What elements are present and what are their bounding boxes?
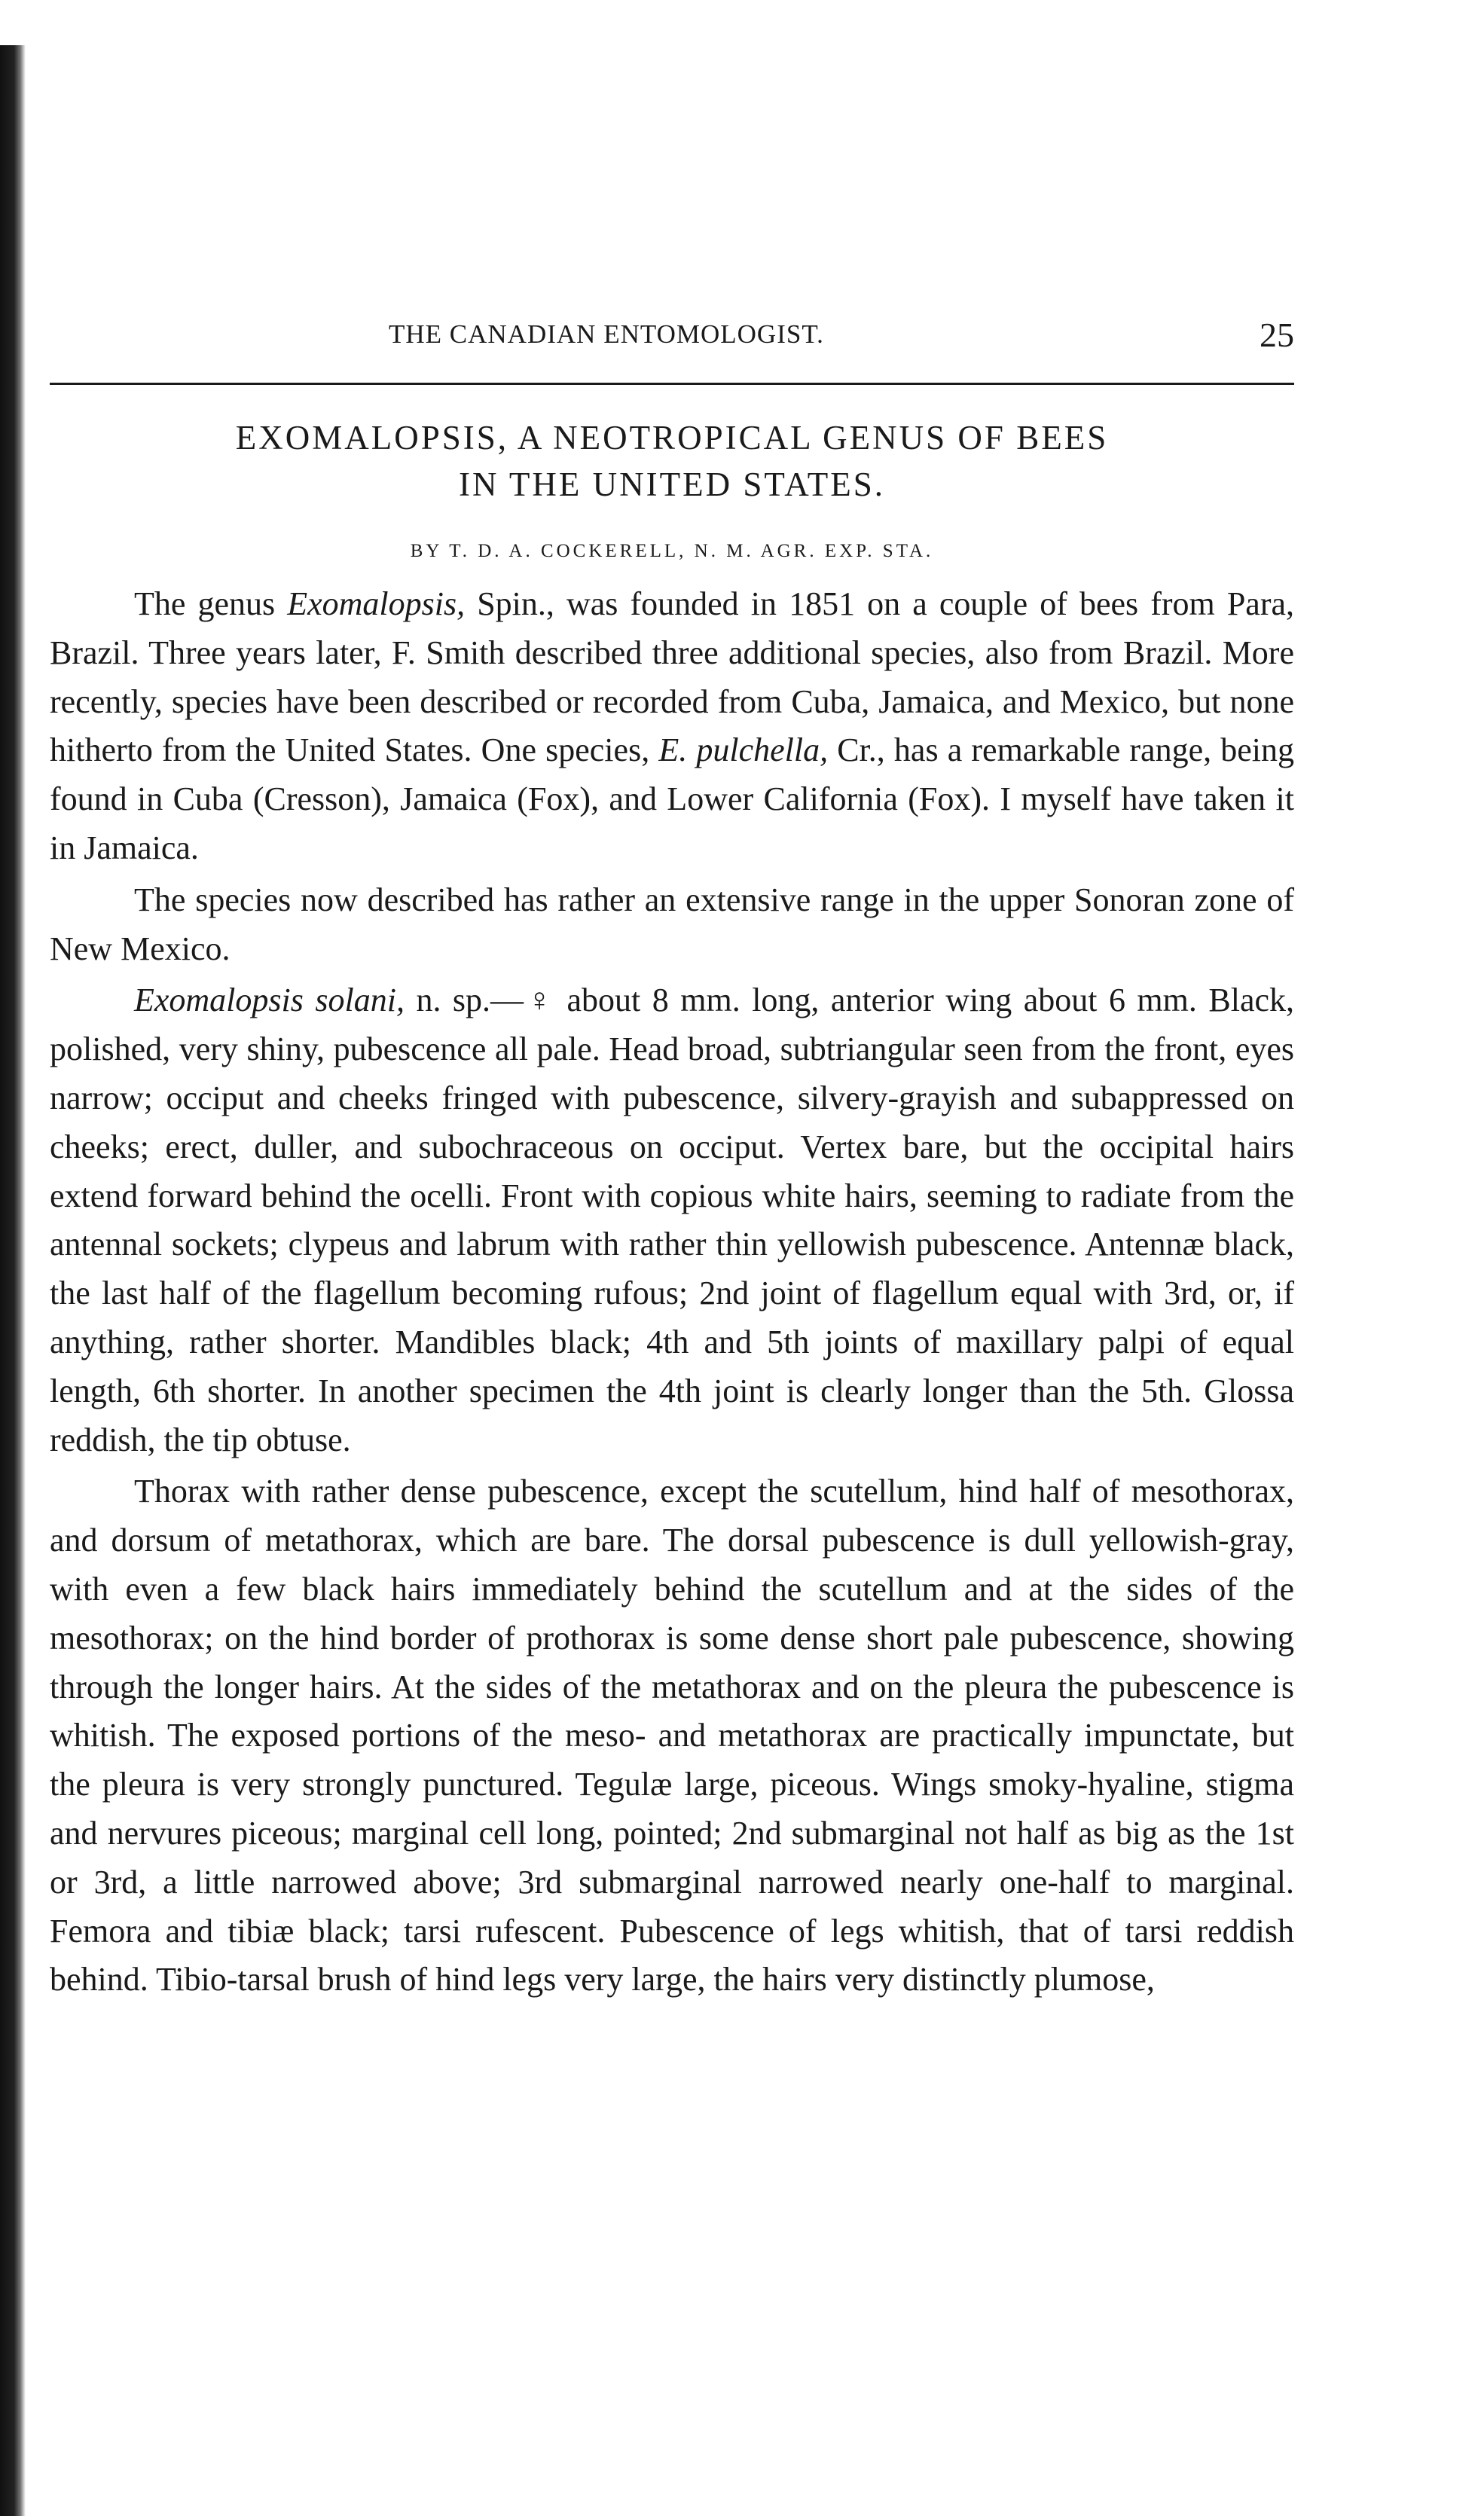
paragraph-species-description: Exomalopsis solani, n. sp.—♀ about 8 mm. long, anterior wing about 6 mm. Black, polished, very shiny, pubescence all pale. Head broad, subtriangular seen from the front, eyes narrow; occiput and cheeks fringed with pubescence, silvery-grayish and subappressed on cheeks; erect, duller, and subochraceous on occiput. Vertex bare, but the occipital hairs extend forward behind the ocelli. Front with copious white hairs, seeming to radiate from the antennal sockets; clypeus and labrum with rather thin yellowish pubescence. Antennæ black, the last half of the flagellum becoming rufous; 2nd joint of flagellum equal with 3rd, or, if anything, rather shorter. Mandibles black; 4th and 5th joints of maxillary palpi of equal length, 6th shorter. In another specimen the 4th joint is clearly longer than the 5th. Glossa reddish, the tip obtuse.: [50, 982, 1295, 1458]
article-title-line-2: IN THE UNITED STATES.: [458, 466, 886, 503]
article-body: [50, 580, 1294, 2005]
paragraph-range: The species now described has rather an extensive range in the upper Sonoran zone of New Mexico.: [50, 881, 1294, 967]
author-byline: BY T. D. A. COCKERELL, N. M. AGR. EXP. STA.: [410, 541, 934, 561]
article-title-line-1: EXOMALOPSIS, A NEOTROPICAL GENUS OF BEES: [235, 419, 1109, 456]
header-rule: [50, 383, 1294, 385]
paragraph-thorax: Thorax with rather dense pubescence, except the scutellum, hind half of mesothorax, and dorsum of metathorax, which are bare. The dorsal pubescence is dull yellowish-gray, with even a few black hairs immediately behind the scutellum and at the sides of the mesothorax; on the hind border of prothorax is some dense short pale pubescence, showing through the longer hairs. At the sides of the metathorax and on the pleura the pubescence is whitish. The exposed portions of the meso- and metathorax are practically impunctate, but the pleura is very strongly punctured. Tegulæ large, piceous. Wings smoky-hyaline, stigma and nervures piceous; marginal cell long, pointed; 2nd submarginal not half as big as the 1st or 3rd, a little narrowed above; 3rd submarginal narrowed nearly one-half to marginal. Femora and tibiæ black; tarsi rufescent. Pubescence of legs whitish, that of tarsi reddish behind. Tibio-tarsal brush of hind legs very large, the hairs very distinctly plumose,: [50, 1473, 1294, 1998]
paragraph-intro: The genus Exomalopsis, Spin., was founded in 1851 on a couple of bees from Para, Brazil. Three years later, F. Smith described three additional species, also from Brazil. More recently, species have been described or recorded from Cuba, Jamaica, and Mexico, but none hitherto from the United States. One species, E. pulchella, Cr., has a remarkable range, being found in Cuba (Cresson), Jamaica (Fox), and Lower California (Fox). I myself have taken it in Jamaica.: [50, 585, 1295, 866]
page-binding-edge: [0, 45, 26, 2516]
book-page: [50, 0, 1294, 2516]
article-title: [50, 414, 1294, 508]
page-number: 25: [1260, 316, 1294, 354]
journal-title: THE CANADIAN ENTOMOLOGIST.: [389, 319, 824, 349]
running-head: [50, 315, 1294, 360]
